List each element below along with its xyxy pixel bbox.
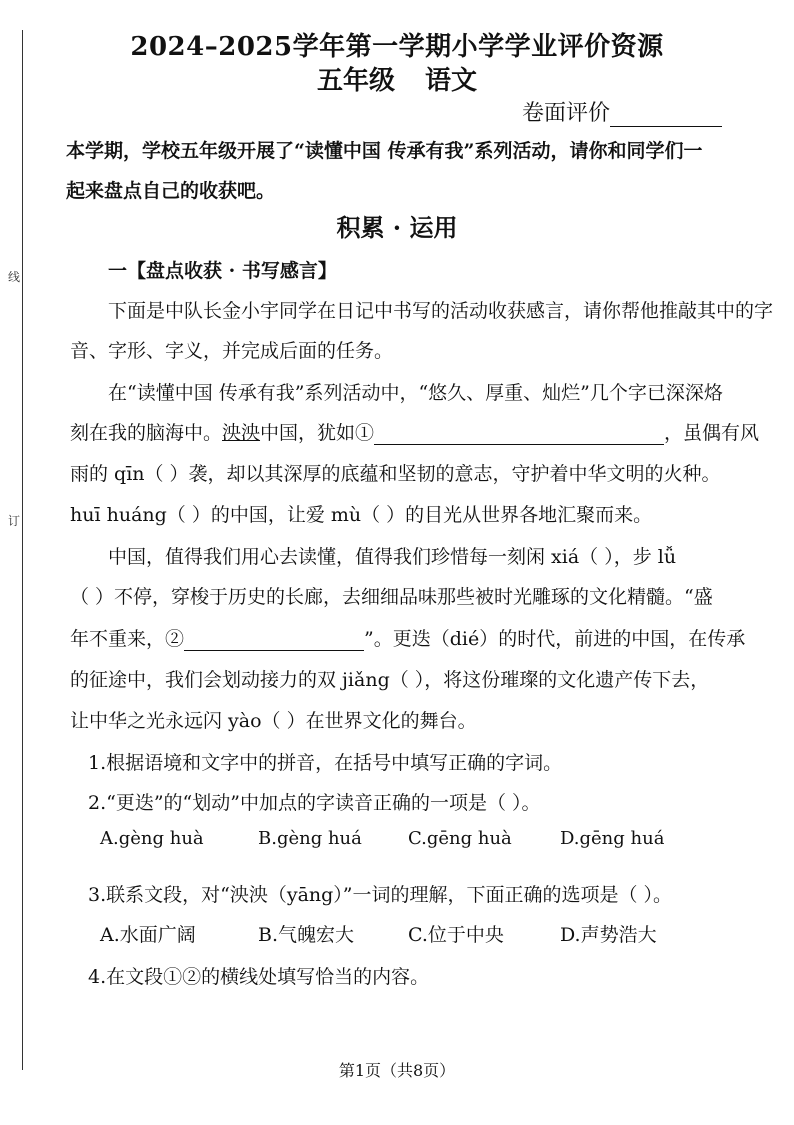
intro-line-2: 起来盘点自己的收获吧。 (66, 180, 276, 202)
binding-mark-mid: 订 (8, 514, 21, 528)
blank-2[interactable] (184, 631, 364, 651)
passage-p2-line-5: 让中华之光永远闪 yào（ ）在世界文化的舞台。 (70, 710, 477, 732)
task-3-option-a[interactable]: A.水面广阔 (100, 924, 196, 946)
task-3-option-d[interactable]: D.声势浩大 (560, 924, 657, 946)
task-2: 2.“更迭”的“划动”中加点的字读音正确的一项是（ ）。 (88, 792, 541, 814)
underlined-word: 泱泱 (222, 422, 261, 444)
task-2-option-d[interactable]: D.gēng huá (560, 828, 665, 849)
passage-text: 年不重来，② (70, 628, 185, 650)
task-3-option-b[interactable]: B.气魄宏大 (258, 924, 355, 946)
passage-p2-line-2: （ ）不停，穿梭于历史的长廊，去细细品味那些被时光雕琢的文化精髓。“盛 (70, 586, 713, 608)
section-title: 积累 · 运用 (336, 213, 458, 242)
question-desc-1: 下面是中队长金小宇同学在日记中书写的活动收获感言，请你帮他推敲其中的字 (108, 300, 774, 322)
passage-p1-line-2 (70, 418, 760, 445)
exam-title: 2024–2025学年第一学期小学学业评价资源 (130, 32, 664, 62)
passage-text: 刻在我的脑海中。 (70, 422, 223, 444)
page-footer: 第1页（共8页） (338, 1061, 456, 1080)
passage-p1-line-3: 雨的 qīn（ ）袭，却以其深厚的底蕴和坚韧的意志，守护着中华文明的火种。 (70, 463, 721, 485)
paper-evaluation (522, 96, 722, 127)
passage-p2-line-4: 的征途中，我们会划动接力的双 jiǎng（ ），将这份璀璨的文化遗产传下去， (70, 669, 710, 691)
binding-mark-top: 线 (8, 270, 21, 284)
exam-subtitle (0, 60, 794, 97)
evaluation-blank[interactable] (610, 104, 722, 127)
passage-p2-line-1: 中国，值得我们用心去读懂，值得我们珍惜每一刻闲 xiá（ ），步 lǚ (108, 546, 677, 568)
question-desc-2: 音、字形、字义，并完成后面的任务。 (70, 340, 394, 362)
task-2-option-c[interactable]: C.gēng huà (408, 828, 512, 849)
task-2-option-b[interactable]: B.gèng huá (258, 828, 362, 849)
task-3-option-c[interactable]: C.位于中央 (408, 924, 504, 946)
grade-label: 五年级 (316, 66, 395, 96)
task-3: 3.联系文段，对“泱泱（yāng）”一词的理解，下面正确的选项是（ ）。 (88, 884, 673, 906)
binding-line (22, 30, 23, 1070)
passage-text: ”。更迭（dié）的时代，前进的中国，在传承 (364, 628, 746, 650)
blank-1[interactable] (374, 425, 664, 445)
task-1: 1.根据语境和文字中的拼音，在括号中填写正确的字词。 (88, 752, 563, 774)
passage-p1-line-4: huī huáng（ ）的中国，让爱 mù（ ）的目光从世界各地汇聚而来。 (70, 504, 653, 526)
intro-line-1: 本学期，学校五年级开展了“读懂中国 传承有我”系列活动，请你和同学们一 (66, 140, 703, 162)
passage-p2-line-3 (70, 624, 760, 651)
question-heading: 一【盘点收获 · 书写感言】 (108, 260, 337, 282)
evaluation-label: 卷面评价 (522, 101, 611, 126)
passage-p1-line-1: 在“读懂中国 传承有我”系列活动中，“悠久、厚重、灿烂”几个字已深深烙 (108, 382, 723, 404)
task-4: 4.在文段①②的横线处填写恰当的内容。 (88, 966, 430, 988)
passage-text: 中国，犹如① (260, 422, 375, 444)
task-2-option-a[interactable]: A.gèng huà (100, 828, 204, 849)
subject-label: 语文 (425, 66, 478, 96)
passage-text: ，虽偶有风 (664, 422, 760, 444)
